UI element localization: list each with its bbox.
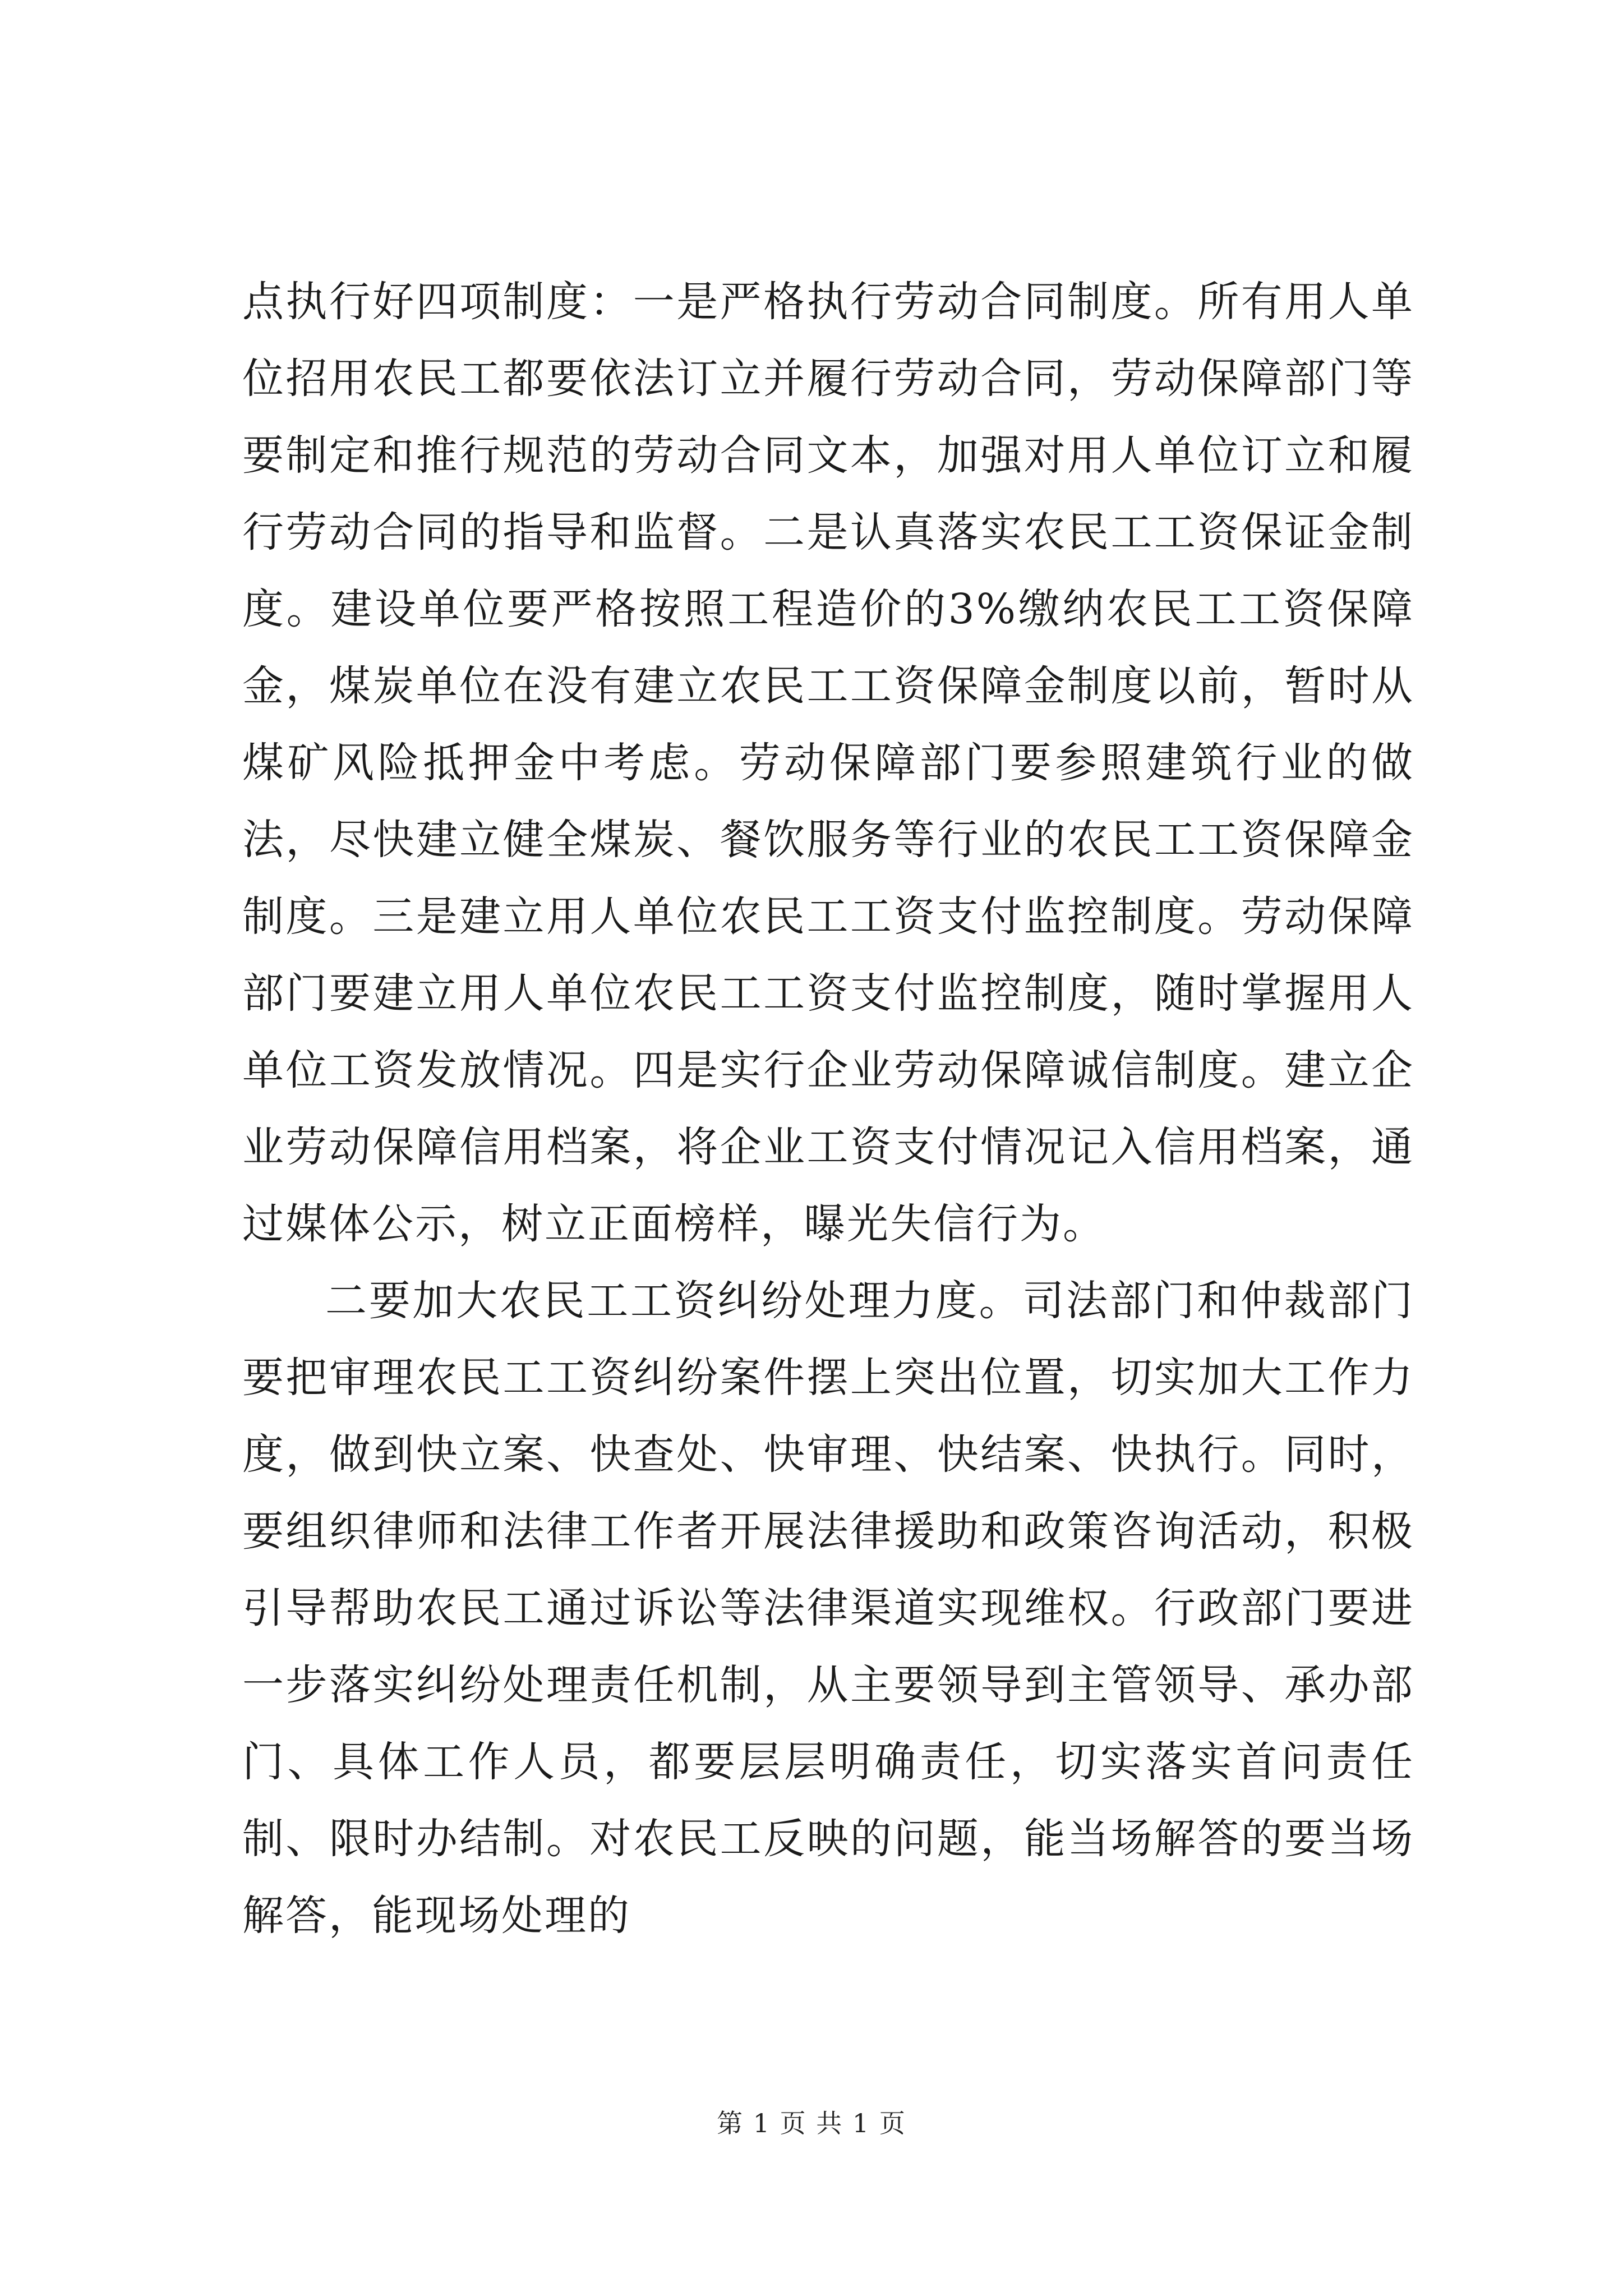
page-footer: 第 1 页 共 1 页 <box>717 2108 906 2138</box>
document-body <box>242 264 1414 1954</box>
paragraph-continued: 点执行好四项制度：一是严格执行劳动合同制度。所有用人单位招用农民工都要依法订立并履行劳动合同，劳动保障部门等要制定和推行规范的劳动合同文本，加强对用人单位订立和履行劳动合同的指导和监督。二是认真落实农民工工资保证金制度。建设单位要严格按照工程造价的3%缴纳农民工工资保障金，煤炭单位在没有建立农民工工资保障金制度以前，暂时从煤矿风险抵押金中考虑。劳动保障部门要参照建筑行业的做法，尽快建立健全煤炭、餐饮服务等行业的农民工工资保障金制度。三是建立用人单位农民工工资支付监控制度。劳动保障部门要建立用人单位农民工工资支付监控制度，随时掌握用人单位工资发放情况。四是实行企业劳动保障诚信制度。建立企业劳动保障信用档案，将企业工资支付情况记入信用档案，通过媒体公示，树立正面榜样，曝光失信行为。 <box>242 278 1414 1248</box>
paragraph-wage-dispute: 二要加大农民工工资纠纷处理力度。司法部门和仲裁部门要把审理农民工工资纠纷案件摆上突出位置，切实加大工作力度，做到快立案、快查处、快审理、快结案、快执行。同时，要组织律师和法律工作者开展法律援助和政策咨询活动，积极引导帮助农民工通过诉讼等法律渠道实现维权。行政部门要进一步落实纠纷处理责任机制，从主要领导到主管领导、承办部门、具体工作人员，都要层层明确责任，切实落实首问责任制、限时办结制。对农民工反映的问题，能当场解答的要当场解答，能现场处理的 <box>242 1277 1414 1940</box>
